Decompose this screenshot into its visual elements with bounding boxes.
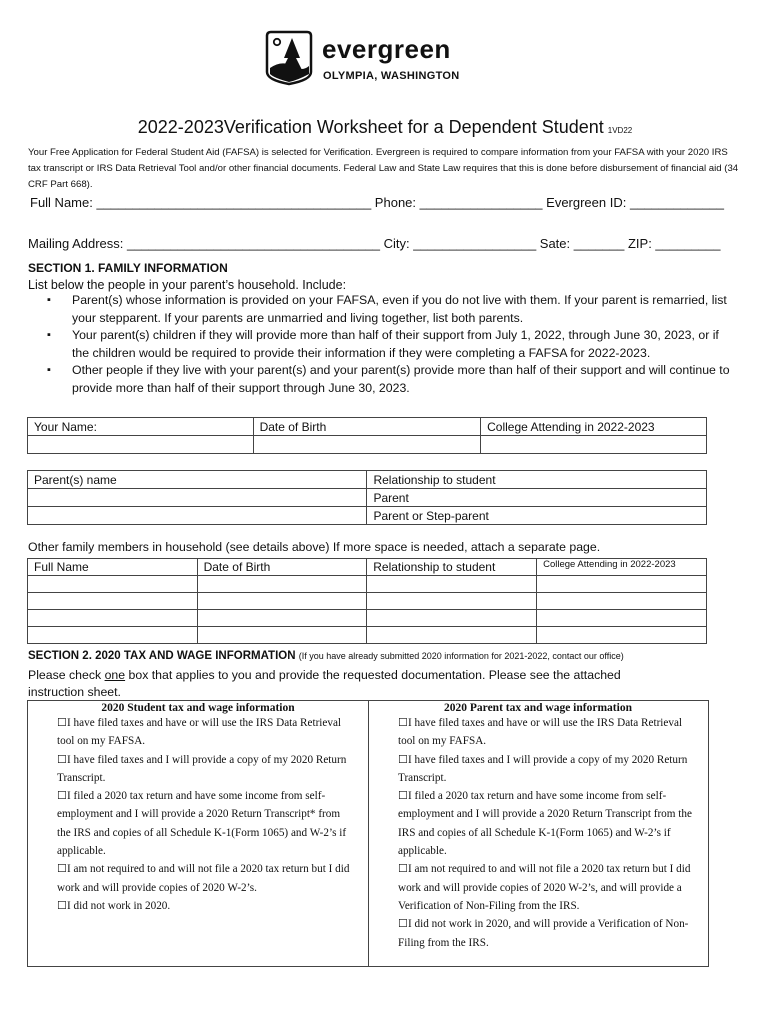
- parent-tax-column: [368, 701, 708, 966]
- table-cell[interactable]: [28, 593, 198, 610]
- table-row: [28, 627, 707, 644]
- list-item: ▪ Your parent(s) children if they will provide more than half of their support from July 1, 2022, through June 30, 2023, or if the children would be required to provide their information if they were completing a FAFSA for 2022-2023.: [47, 327, 737, 362]
- intro-text: Please check: [28, 668, 105, 682]
- title-text: 2022-2023Verification Worksheet for a Dependent Student: [137, 117, 604, 137]
- section1-intro: List below the people in your parent’s household. Include:: [28, 278, 347, 292]
- table-row: [28, 593, 707, 610]
- evergreen-tree-logo-icon: [262, 30, 316, 86]
- table-cell[interactable]: [197, 593, 367, 610]
- table-row: [28, 610, 707, 627]
- parent-tax-header: 2020 Parent tax and wage information: [444, 702, 632, 714]
- student-tax-header: 2020 Student tax and wage information: [101, 702, 295, 714]
- intro-emphasis: one: [104, 668, 126, 682]
- table-cell[interactable]: [537, 610, 707, 627]
- list-item: ▪ Other people if they live with your parent(s) and your parent(s) provide more than half of their support and will continue to provide more than half of their support through June 30, 2023.: [47, 362, 737, 397]
- page-title: [0, 117, 770, 138]
- student-dob-cell[interactable]: [253, 436, 481, 454]
- parent-table: [27, 470, 707, 525]
- student-option-did-not-work[interactable]: ☐I did not work in 2020.: [57, 899, 171, 912]
- header-relationship: Relationship to student: [367, 471, 707, 489]
- table-cell[interactable]: [537, 593, 707, 610]
- header-college: College Attending in 2022-2023: [537, 559, 707, 576]
- relationship-cell: Parent: [367, 489, 707, 507]
- header-date-of-birth: Date of Birth: [197, 559, 367, 576]
- section1-title: SECTION 1. FAMILY INFORMATION: [28, 261, 228, 275]
- intro-paragraph: Your Free Application for Federal Student Aid (FAFSA) is selected for Verification. Evergreen is required to compare information from your FAFSA with your 2020 IRS tax transcript or IRS Data Retrieval Tool and/or other financial documents. Federal Law and State Law requires that this is done before disbursement of financial aid (34 CRF Part 668).: [28, 147, 739, 190]
- table-cell[interactable]: [537, 627, 707, 644]
- brand-name: evergreen: [322, 34, 451, 64]
- student-option-drt[interactable]: ☐I have filed taxes and have or will use the IRS Data Retrieval tool on my FAFSA.: [57, 717, 342, 748]
- header-parent-name: Parent(s) name: [28, 471, 367, 489]
- header-relationship: Relationship to student: [367, 559, 537, 576]
- table-cell[interactable]: [197, 627, 367, 644]
- student-table: [27, 417, 707, 454]
- parent-option-self-employed[interactable]: ☐I filed a 2020 tax return and have some income from self-employment and I will provide a 2020 Return Transcript from the IRS and copies of all Schedule K-1(Form 1065) and W-2’s if applicable.: [398, 790, 692, 858]
- student-option-transcript[interactable]: ☐I have filed taxes and I will provide a copy of my 2020 Return Transcript.: [57, 753, 347, 784]
- include-list: [47, 292, 737, 397]
- table-cell[interactable]: [367, 593, 537, 610]
- table-cell[interactable]: [367, 576, 537, 593]
- parent-name-cell[interactable]: [28, 507, 367, 525]
- parent-option-drt[interactable]: ☐I have filed taxes and have or will use the IRS Data Retrieval tool on my FAFSA.: [398, 717, 683, 748]
- version-code: 1VD22: [607, 126, 633, 135]
- section2-title: [28, 650, 624, 662]
- header-date-of-birth: Date of Birth: [253, 418, 481, 436]
- header-college: College Attending in 2022-2023: [481, 418, 707, 436]
- other-members-table: [27, 558, 707, 644]
- student-tax-column: [28, 701, 369, 966]
- parent-option-transcript[interactable]: ☐I have filed taxes and I will provide a copy of my 2020 Return Transcript.: [398, 753, 688, 784]
- relationship-cell: Parent or Step-parent: [367, 507, 707, 525]
- table-cell[interactable]: [367, 610, 537, 627]
- section2-intro: [28, 667, 668, 701]
- brand-city: OLYMPIA, WASHINGTON: [323, 70, 460, 82]
- table-cell[interactable]: [28, 610, 198, 627]
- student-option-self-employed[interactable]: ☐I filed a 2020 tax return and have some income from self-employment and I will provide a 2020 Return Transcript* from the IRS and copies of all Schedule K-1(Form 1065) and W-2’s if applicable.: [57, 790, 347, 858]
- parent-option-did-not-work[interactable]: ☐I did not work in 2020, and will provide a Verification of Non-Filing from the IRS.: [398, 918, 689, 949]
- student-college-cell[interactable]: [481, 436, 707, 454]
- table-row: [28, 576, 707, 593]
- table-cell[interactable]: [28, 576, 198, 593]
- parent-option-non-filer-worked[interactable]: ☐I am not required to and will not file a 2020 tax return but I did work and will provide copies of 2020 W-2’s, and will provide a Verification of Non-Filing from the IRS.: [398, 863, 691, 912]
- evergreen-logo: [262, 30, 477, 90]
- other-members-note: Other family members in household (see details above) If more space is needed, attach a separate page.: [28, 540, 601, 554]
- tax-info-box: [27, 700, 709, 967]
- header-your-name: Your Name:: [28, 418, 254, 436]
- contact-fields-line[interactable]: Full Name: ______________________________________ Phone: _________________ Evergreen ID: _____________: [30, 195, 724, 210]
- table-cell[interactable]: [28, 627, 198, 644]
- list-item: ▪ Parent(s) whose information is provided on your FAFSA, even if you do not live with them. If your parent is remarried, list your stepparent. If your parents are unmarried and living together, list both parents.: [47, 292, 737, 327]
- table-cell[interactable]: [197, 610, 367, 627]
- parent-name-cell[interactable]: [28, 489, 367, 507]
- table-cell[interactable]: [537, 576, 707, 593]
- table-cell[interactable]: [197, 576, 367, 593]
- table-cell[interactable]: [367, 627, 537, 644]
- student-option-non-filer-worked[interactable]: ☐I am not required to and will not file a 2020 tax return but I did work and will provide copies of 2020 W-2’s.: [57, 863, 350, 894]
- student-name-cell[interactable]: [28, 436, 254, 454]
- section2-note: (If you have already submitted 2020 information for 2021-2022, contact our office): [298, 651, 624, 661]
- address-fields-line[interactable]: Mailing Address: ___________________________________ City: _________________ Sate: _______ ZIP: _________: [28, 236, 721, 251]
- intro-text: box that applies to you and provide the requested documentation. Please see the attached instruction sheet.: [28, 668, 621, 699]
- section2-heading: SECTION 2. 2020 TAX AND WAGE INFORMATION: [28, 650, 296, 662]
- header-full-name: Full Name: [28, 559, 198, 576]
